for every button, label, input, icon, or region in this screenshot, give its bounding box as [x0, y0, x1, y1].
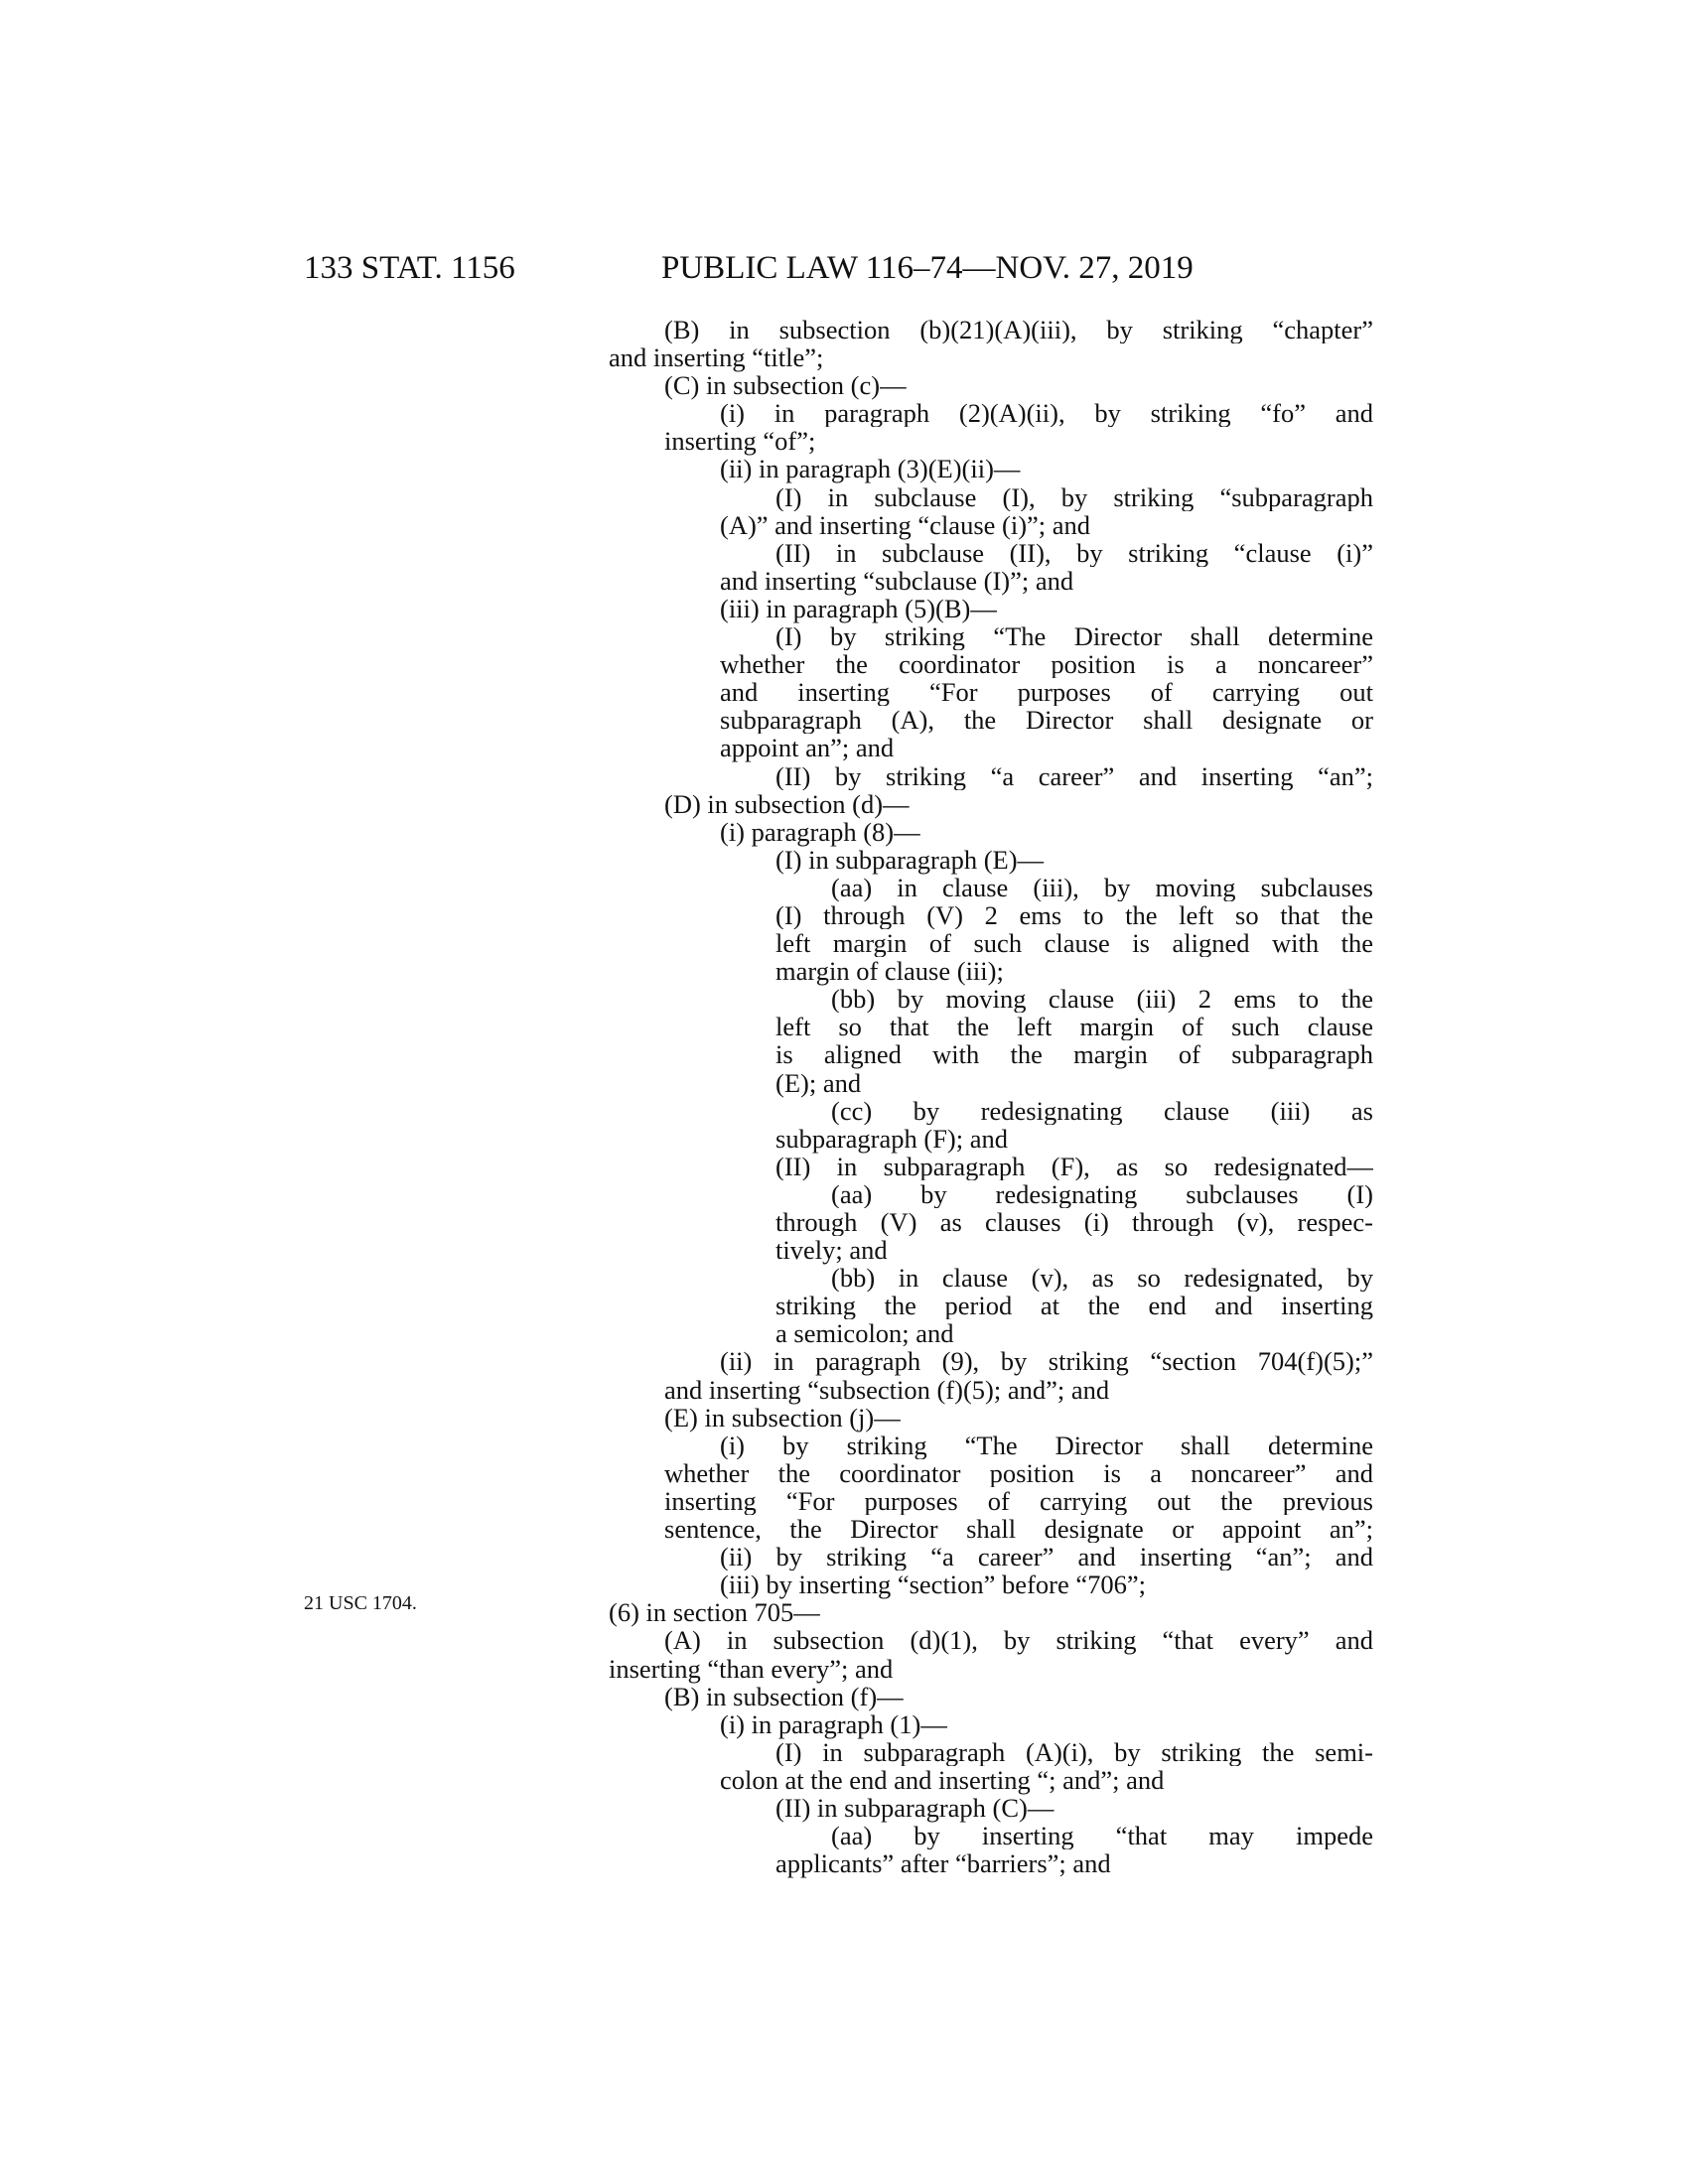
text-line: (D) in subsection (d)—: [664, 788, 910, 819]
text-line: whether the coordinator position is a noncareer” and: [664, 1458, 1373, 1487]
text-line: (B) in subsection (b)(21)(A)(iii), by striking “chapter”: [664, 316, 1373, 344]
statute-body-text: [609, 316, 1373, 1877]
text-line: and inserting “subsection (f)(5); and”; and: [664, 1374, 1110, 1405]
text-line: margin of clause (iii);: [775, 956, 1004, 987]
text-line: (iii) by inserting “section” before “706”;: [720, 1570, 1146, 1600]
text-line: inserting “of”;: [664, 426, 816, 457]
text-line: (aa) by redesignating subclauses (I): [831, 1179, 1373, 1208]
text-line: (I) through (V) 2 ems to the left so that the: [775, 900, 1373, 930]
text-line: and inserting “For purposes of carrying out: [720, 678, 1373, 707]
text-line: (i) in paragraph (1)—: [720, 1708, 947, 1739]
text-line: striking the period at the end and inserting: [775, 1292, 1373, 1320]
text-line: colon at the end and inserting “; and”; and: [720, 1764, 1165, 1795]
text-line: (II) in subclause (II), by striking “clause (i)”: [775, 538, 1373, 567]
text-line: (ii) in paragraph (9), by striking “section 704(f)(5);”: [720, 1347, 1373, 1376]
text-line: tively; and: [775, 1235, 888, 1266]
text-line: (aa) in clause (iii), by moving subclauses: [831, 873, 1373, 901]
text-line: is aligned with the margin of subparagraph: [775, 1040, 1373, 1069]
text-line: sentence, the Director shall designate or appoint an”;: [664, 1515, 1373, 1544]
text-line: through (V) as clauses (i) through (v), respec-: [775, 1208, 1373, 1237]
text-line: (B) in subsection (f)—: [664, 1681, 904, 1711]
text-line: (6) in section 705—: [609, 1597, 820, 1628]
text-line: (II) in subparagraph (F), as so redesignated—: [775, 1152, 1373, 1180]
text-line: appoint an”; and: [720, 733, 895, 763]
text-line: applicants” after “barriers”; and: [775, 1848, 1111, 1879]
text-line: (bb) by moving clause (iii) 2 ems to the: [831, 985, 1373, 1014]
text-line: and inserting “title”;: [609, 342, 824, 373]
text-line: (iii) in paragraph (5)(B)—: [720, 593, 997, 623]
text-line: whether the coordinator position is a noncareer”: [720, 650, 1373, 679]
text-line: left margin of such clause is aligned with the: [775, 929, 1373, 958]
text-line: (ii) by striking “a career” and inserting “an”; and: [720, 1543, 1373, 1571]
text-line: (E); and: [775, 1067, 862, 1098]
text-line: (aa) by inserting “that may impede: [831, 1822, 1373, 1850]
text-line: subparagraph (F); and: [775, 1123, 1009, 1154]
text-line: subparagraph (A), the Director shall designate or: [720, 706, 1373, 735]
text-line: (cc) by redesignating clause (iii) as: [831, 1096, 1373, 1125]
text-line: (A) in subsection (d)(1), by striking “that every” and: [664, 1626, 1373, 1655]
text-line: left so that the left margin of such clause: [775, 1013, 1373, 1041]
text-line: (I) in subparagraph (E)—: [775, 844, 1045, 875]
text-line: (i) paragraph (8)—: [720, 816, 920, 847]
text-line: inserting “For purposes of carrying out the previous: [664, 1486, 1373, 1516]
usc-margin-note: 21 USC 1704.: [304, 1592, 417, 1614]
stat-page-number: 133 STAT. 1156: [304, 250, 515, 286]
text-line: (i) in paragraph (2)(A)(ii), by striking “fo” and: [720, 399, 1373, 428]
text-line: (A)” and inserting “clause (i)”; and: [720, 509, 1091, 540]
text-line: (ii) in paragraph (3)(E)(ii)—: [720, 454, 1021, 484]
text-line: (C) in subsection (c)—: [664, 370, 907, 401]
text-line: and inserting “subclause (I)”; and: [720, 565, 1074, 596]
text-line: inserting “than every”; and: [609, 1653, 894, 1684]
text-line: (bb) in clause (v), as so redesignated, by: [831, 1264, 1373, 1293]
text-line: a semicolon; and: [775, 1318, 954, 1349]
text-line: (i) by striking “The Director shall determine: [720, 1431, 1373, 1459]
text-line: (E) in subsection (j)—: [664, 1402, 901, 1433]
text-line: (I) in subclause (I), by striking “subparagraph: [775, 482, 1373, 511]
text-line: (II) in subparagraph (C)—: [775, 1792, 1055, 1823]
text-line: (I) in subparagraph (A)(i), by striking the semi-: [775, 1737, 1373, 1766]
text-line: (I) by striking “The Director shall determine: [775, 622, 1373, 651]
text-line: (II) by striking “a career” and inserting “an”;: [775, 761, 1373, 790]
page-title: PUBLIC LAW 116–74—NOV. 27, 2019: [661, 250, 1194, 286]
